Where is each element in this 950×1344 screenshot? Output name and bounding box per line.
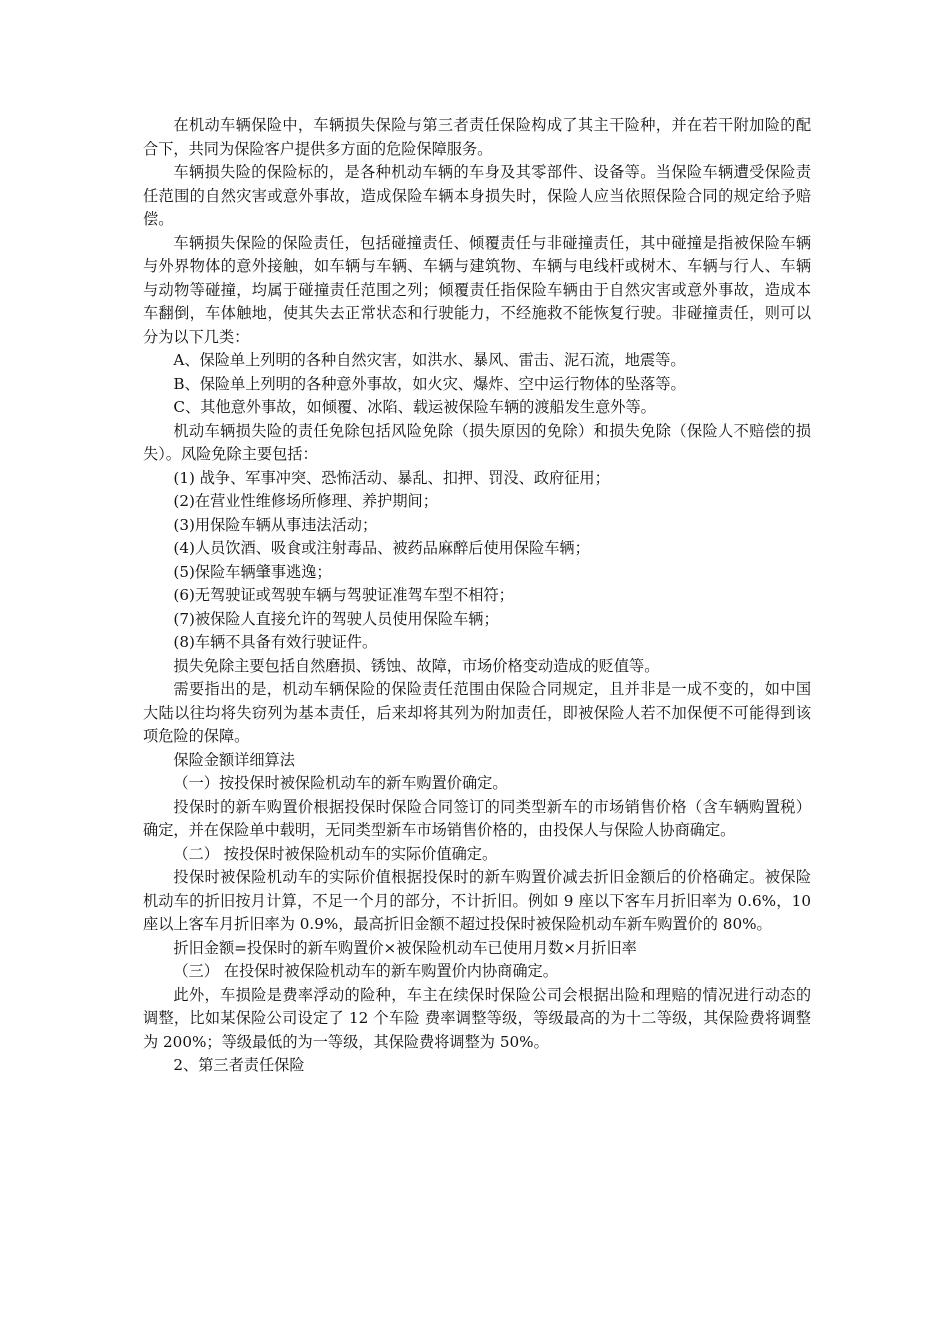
paragraph-new-car-price: 投保时的新车购置价根据投保时保险合同签订的同类型新车的市场销售价格（含车辆购置税）确定，并在保险单中载明，无同类型新车市场销售价格的，由投保人与保险人协商确定。 <box>143 797 811 839</box>
list-item-a: A、保险单上列明的各种自然灾害，如洪水、暴风、雷击、泥石流，地震等。 <box>173 351 686 369</box>
section-heading-sum-insured: 保险金额详细算法 <box>173 750 295 769</box>
exclusion-item-7: (7)被保险人直接允许的驾驶人员使用保险车辆； <box>173 609 499 628</box>
section-heading-third-party: 2、第三者责任保险 <box>173 1056 305 1074</box>
exclusion-item-1: (1) 战争、军事冲突、恐怖活动、暴乱、扣押、罚没、政府征用； <box>173 468 610 487</box>
paragraph-note: 需要指出的是，机动车辆保险的保险责任范围由保险合同规定，且并非是一成不变的，如中国大陆以往均将失窃列为基本责任，后来却将其列为附加责任，即被保险人若不加保便不可能得到该项危险的保障。 <box>143 680 811 745</box>
exclusion-item-5: (5)保险车辆肇事逃逸； <box>173 562 332 581</box>
exclusion-item-3: (3)用保险车辆从事违法活动； <box>173 515 378 534</box>
method-heading-2: （二） 按投保时被保险机动车的实际价值确定。 <box>173 844 498 863</box>
paragraph-subject-matter: 车辆损失险的保险标的，是各种机动车辆的车身及其零部件、设备等。当保险车辆遭受保险责任范围的自然灾害或意外事故，造成保险车辆本身损失时，保险人应当依照保险合同的规定给予赔偿。 <box>143 163 811 228</box>
document-body <box>143 114 811 1078</box>
method-heading-3: （三） 在投保时被保险机动车的新车购置价内协商确定。 <box>173 962 558 980</box>
paragraph-exclusions: 机动车辆损失险的责任免除包括风险免除（损失原因的免除）和损失免除（保险人不赔偿的损失）。风险免除主要包括： <box>143 421 811 463</box>
paragraph-loss-exclusion: 损失免除主要包括自然磨损、锈蚀、故障，市场价格变动造成的贬值等。 <box>173 656 660 675</box>
method-heading-1: （一）按投保时被保险机动车的新车购置价确定。 <box>173 774 508 792</box>
paragraph-depreciation-formula: 折旧金额=投保时的新车购置价×被保险机动车已使用月数×月折旧率 <box>173 938 637 957</box>
exclusion-item-4: (4)人员饮酒、吸食或注射毒品、被药品麻醉后使用保险车辆； <box>173 539 590 557</box>
paragraph-rate-adjustment: 此外，车损险是费率浮动的险种，车主在续保时保险公司会根据出险和理赔的情况进行动态的调整，比如某保险公司设定了 12 个车险 费率调整等级，等级最高的为十二等级，其保险费将调整为 200%；等级最低的为一等级，其保险费将调整为 50%。 <box>143 985 811 1051</box>
paragraph-intro: 在机动车辆保险中，车辆损失保险与第三者责任保险构成了其主干险种，并在若干附加险的配合下，共同为保险客户提供多方面的危险保障服务。 <box>143 116 811 158</box>
exclusion-item-2: (2)在营业性维修场所修理、养护期间； <box>173 492 438 510</box>
paragraph-actual-value: 投保时被保险机动车的实际价值根据投保时的新车购置价减去折旧金额后的价格确定。被保险机动车的折旧按月计算，不足一个月的部分，不计折旧。例如 9 座以下客车月折旧率为 0.6%，10 座以上客车月折旧率为 0.9%，最高折旧金额不超过投保时被保险机动车新车购置价的 80%。 <box>143 868 811 933</box>
list-item-b: B、保险单上列明的各种意外事故，如火灾、爆炸、空中运行物体的坠落等。 <box>173 374 686 393</box>
paragraph-liability: 车辆损失保险的保险责任，包括碰撞责任、倾覆责任与非碰撞责任，其中碰撞是指被保险车辆与外界物体的意外接触，如车辆与车辆、车辆与建筑物、车辆与电线杆或树木、车辆与行人、车辆与动物等碰撞，均属于碰撞责任范围之列；倾覆责任指保险车辆由于自然灾害或意外事故，造成本车翻倒，车体触地，使其失去正常状态和行驶能力，不经施救不能恢复行驶。非碰撞责任，则可以分为以下几类： <box>143 233 811 346</box>
exclusion-item-8: (8)车辆不具备有效行驶证件。 <box>173 633 378 651</box>
exclusion-item-6: (6)无驾驶证或驾驶车辆与驾驶证准驾车型不相符； <box>173 586 514 604</box>
list-item-c: C、其他意外事故，如倾覆、冰陷、载运被保险车辆的渡船发生意外等。 <box>173 398 656 416</box>
